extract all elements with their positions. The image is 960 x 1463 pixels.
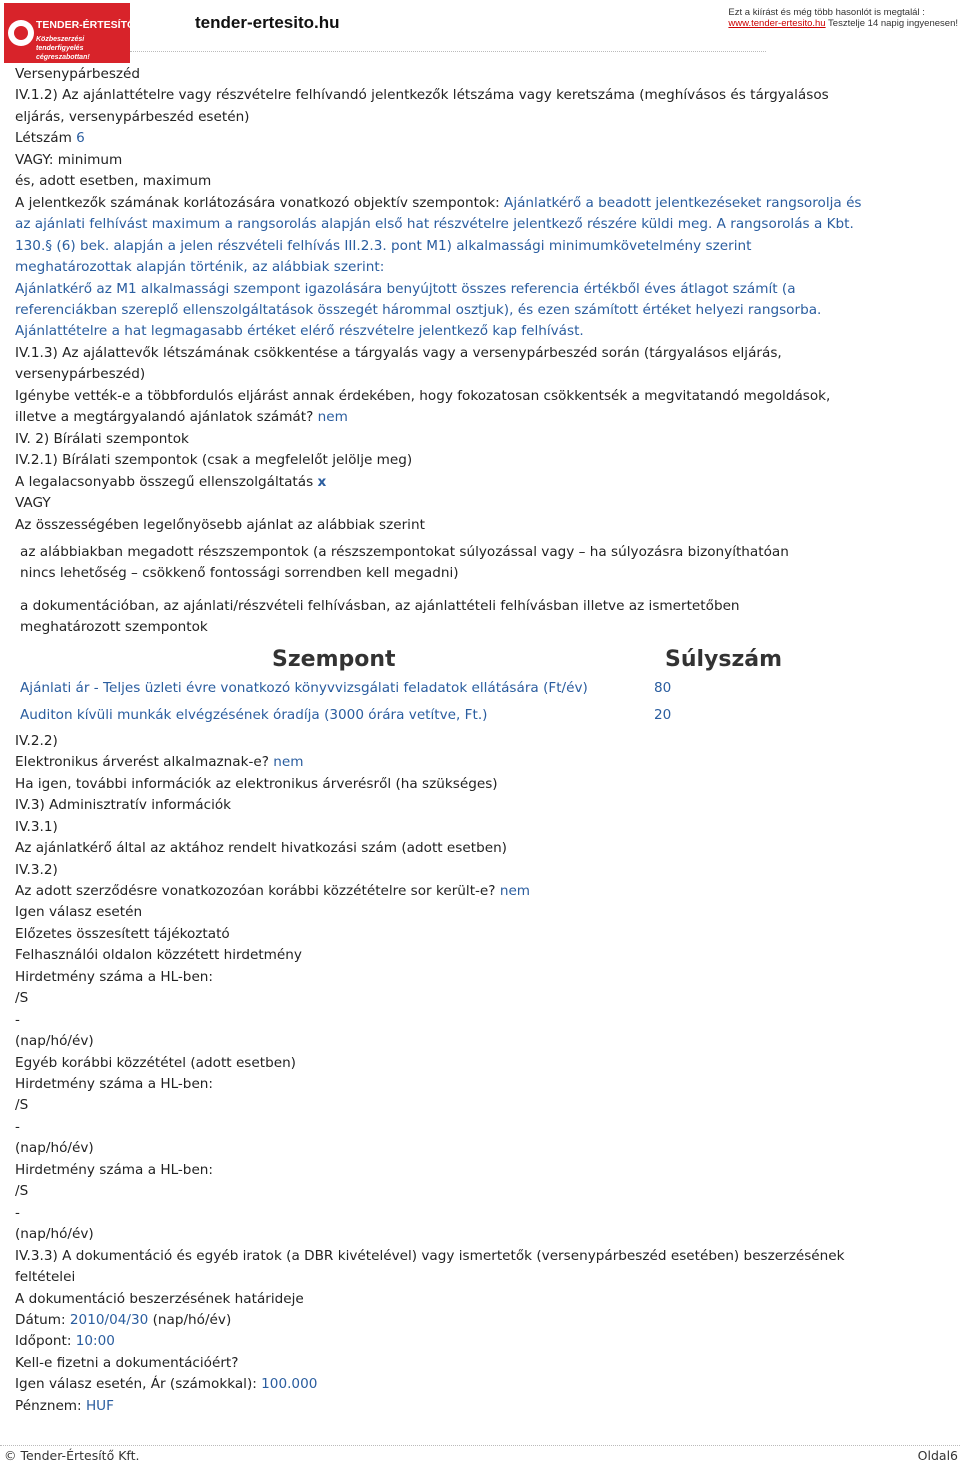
notice-line xyxy=(15,1053,815,1074)
notice-line xyxy=(15,321,815,342)
notice-line xyxy=(15,1095,815,1116)
line-value: Ajánlattételre a hat legmagasabb értéket elérő részvételre jelentkező kap felhívást. xyxy=(15,323,584,340)
notice-line xyxy=(15,795,815,816)
line-text: Pénznem: xyxy=(15,1397,86,1414)
line-text-suffix: (nap/hó/év) xyxy=(148,1312,232,1329)
line-text: Igen válasz esetén, Ár (számokkal): xyxy=(15,1376,262,1393)
line-value: 100.000 xyxy=(261,1376,318,1393)
line-value: referenciákban szereplő ellenszolgáltatások összegét hárommal osztjuk), és ezen számított értéket helyezi rangsorba. xyxy=(15,301,822,318)
notice-line xyxy=(15,1246,845,1267)
promo-text xyxy=(728,7,958,29)
notice-line xyxy=(15,967,815,988)
line-text: versenypárbeszéd) xyxy=(15,366,146,383)
criteria-weight: 20 xyxy=(654,706,672,723)
notice-line xyxy=(15,171,815,192)
notice-line xyxy=(15,450,815,471)
notice-line xyxy=(15,1074,815,1095)
notice-line xyxy=(15,128,815,149)
line-text: Felhasználói oldalon közzétett hirdetmény xyxy=(15,947,302,964)
line-text: Igénybe vették-e a többfordulós eljárást annak érdekében, hogy fokozatosan csökkentsék a megvitatandó megoldások, xyxy=(15,387,831,404)
line-text: Előzetes összesített tájékoztató xyxy=(15,925,230,942)
line-value: nem xyxy=(317,409,348,426)
logo-tagline: Közbeszerzési tenderfigyelés cégreszabottan! xyxy=(36,36,90,61)
line-text: Az összességében legelőnyösebb ajánlat az alábbiak szerint xyxy=(15,516,425,533)
footer-page-number: Oldal6 xyxy=(917,1448,958,1463)
notice-line xyxy=(15,817,815,838)
footer-copyright: © Tender-Értesítő Kft. xyxy=(4,1448,140,1463)
notice-line xyxy=(15,752,815,773)
notice-body xyxy=(15,64,862,1417)
header-divider xyxy=(130,51,766,52)
line-value: Ajánlatkérő a beadott jelentkezéseket rangsorolja és xyxy=(504,194,862,211)
line-value: meghatározottak alapján történik, az alábbiak szerint: xyxy=(15,259,385,276)
notice-line xyxy=(15,407,815,428)
notice-lines-section-1 xyxy=(15,64,862,536)
line-value: 6 xyxy=(76,130,85,147)
brand-logo[interactable] xyxy=(4,3,151,63)
notice-line xyxy=(15,1310,815,1331)
notice-line xyxy=(15,279,815,300)
line-value: az ajánlati felhívást maximum a rangsorolás alapján első hat részvételre jelentkező részére küldi meg. A rangsorolás a Kbt. xyxy=(15,216,854,233)
notice-line xyxy=(15,214,854,235)
line-text: VAGY: minimum xyxy=(15,151,123,168)
line-value: 130.§ (6) bek. alapján a jelen részvételi felhívás III.2.3. pont M1) alkalmassági minimumkövetelmény szerint xyxy=(15,237,752,254)
notice-line xyxy=(15,1010,815,1031)
promo-link[interactable]: www.tender-ertesito.hu xyxy=(728,18,826,29)
notice-line xyxy=(15,1374,815,1395)
notice-line xyxy=(15,343,815,364)
line-text: Elektronikus árverést alkalmaznak-e? xyxy=(15,754,274,771)
notice-line xyxy=(15,1331,815,1352)
line-text: IV.2.1) Bírálati szempontok (csak a megfelelőt jelölje meg) xyxy=(15,452,413,469)
notice-line xyxy=(15,924,815,945)
line-text: /S xyxy=(15,1097,29,1114)
criteria-name: Auditon kívüli munkák elvégzésének óradíja (3000 órára vetítve, Ft.) xyxy=(20,706,488,723)
promo-cta: Tesztelje 14 napig ingyenesen! xyxy=(825,18,958,29)
notice-line xyxy=(15,1031,815,1052)
line-text: Ha igen, további információk az elektronikus árverésről (ha szükséges) xyxy=(15,775,498,792)
notice-line xyxy=(15,1289,815,1310)
criteria-header-weight: Súlyszám xyxy=(665,646,783,672)
line-text: - xyxy=(15,1011,20,1028)
line-text: A legalacsonyabb összegű ellenszolgáltatás xyxy=(15,473,318,490)
criteria-weight: 80 xyxy=(654,679,672,696)
line-text: IV.2.2) xyxy=(15,732,58,749)
notice-line xyxy=(15,364,815,385)
line-text: IV.3.3) A dokumentáció és egyéb iratok (a DBR kivételével) vagy ismertetők (versenypárbeszéd esetében) beszerzésének xyxy=(15,1247,845,1264)
line-text: IV.1.2) Az ajánlattételre vagy részvételre felhívandó jelentkezők létszáma vagy keretszáma (meghívásos és tárgyalásos xyxy=(15,87,829,104)
notice-line xyxy=(15,1353,815,1374)
notice-line xyxy=(15,1224,815,1245)
line-text: Hirdetmény száma a HL-ben: xyxy=(15,1076,213,1093)
line-text: Létszám xyxy=(15,130,77,147)
line-text: feltételei xyxy=(15,1269,76,1286)
line-value: nem xyxy=(499,882,531,899)
line-text: (nap/hó/év) xyxy=(15,1140,94,1157)
notice-line xyxy=(15,85,829,106)
line-text: VAGY xyxy=(15,495,51,512)
criteria-table xyxy=(15,641,815,731)
line-value: 2010/04/30 xyxy=(69,1312,149,1329)
notice-line xyxy=(15,731,815,752)
notice-line xyxy=(15,1181,815,1202)
notice-line xyxy=(15,1160,815,1181)
line-text: IV.3.1) xyxy=(15,818,58,835)
line-text: Az ajánlatkérő által az aktához rendelt hivatkozási szám (adott esetben) xyxy=(15,840,507,857)
notice-line xyxy=(15,1138,815,1159)
line-text: /S xyxy=(15,990,29,1007)
notice-line xyxy=(15,107,815,128)
footer-divider xyxy=(0,1445,960,1446)
notice-line xyxy=(15,1203,815,1224)
line-text: illetve a megtárgyalandó ajánlatok számát? xyxy=(15,409,318,426)
notice-line xyxy=(15,1267,815,1288)
notice-line xyxy=(15,515,815,536)
line-text: Dátum: xyxy=(15,1312,70,1329)
line-text: IV.3) Adminisztratív információk xyxy=(15,797,232,814)
notice-line xyxy=(15,150,815,171)
notice-lines-section-2 xyxy=(15,731,845,1418)
notice-line xyxy=(15,236,815,257)
line-text: IV. 2) Bírálati szempontok xyxy=(15,430,189,447)
line-text: - xyxy=(15,1118,20,1135)
target-icon xyxy=(8,20,34,46)
notice-line xyxy=(15,881,815,902)
notice-line xyxy=(15,386,831,407)
notice-line xyxy=(15,945,815,966)
line-value: nem xyxy=(273,754,304,771)
notice-line xyxy=(15,64,815,85)
line-text: (nap/hó/év) xyxy=(15,1033,94,1050)
line-text: és, adott esetben, maximum xyxy=(15,173,212,190)
line-text: IV.3.2) xyxy=(15,861,58,878)
line-text: /S xyxy=(15,1183,29,1200)
selected-mark: x xyxy=(317,473,327,490)
line-text: A dokumentáció beszerzésének határideje xyxy=(15,1290,304,1307)
page-header xyxy=(0,0,960,64)
line-text: Igen válasz esetén xyxy=(15,904,143,921)
notice-line xyxy=(15,988,815,1009)
site-title: tender-ertesito.hu xyxy=(195,13,340,32)
line-text: Egyéb korábbi közzététel (adott esetben) xyxy=(15,1054,296,1071)
line-text: Időpont: xyxy=(15,1333,76,1350)
line-text: (nap/hó/év) xyxy=(15,1226,94,1243)
line-value: Ajánlatkérő az M1 alkalmassági szempont igazolására benyújtott összes referencia értékből éves átlagot számít (a xyxy=(15,280,796,297)
promo-line-1: Ezt a kiírást és még több hasonlót is megtalál : xyxy=(728,7,925,18)
subcriteria-paragraph: az alábbiakban megadott részszempontok (a részszempontokat súlyozással vagy – ha súlyozásra bizonyíthatóan nincs lehetőség – csökkenő fontossági sorrendben kell megadni) xyxy=(20,543,789,582)
line-text: - xyxy=(15,1204,20,1221)
notice-line xyxy=(15,300,822,321)
logo-name: TENDER-ÉRTESÍTŐ.hu xyxy=(36,19,151,31)
notice-line xyxy=(15,1396,815,1417)
notice-line xyxy=(15,902,815,923)
notice-line xyxy=(15,860,815,881)
notice-line xyxy=(15,193,862,214)
notice-line xyxy=(15,472,815,493)
criteria-name: Ajánlati ár - Teljes üzleti évre vonatkozó könyvvizsgálati feladatok ellátására (Ft/év) xyxy=(20,679,588,696)
line-text: Hirdetmény száma a HL-ben: xyxy=(15,968,213,985)
criteria-header-name: Szempont xyxy=(272,646,396,672)
line-text: Hirdetmény száma a HL-ben: xyxy=(15,1161,213,1178)
notice-line xyxy=(15,774,815,795)
promo-line-2 xyxy=(728,18,958,29)
line-text: Versenypárbeszéd xyxy=(15,66,141,82)
notice-line xyxy=(15,838,815,859)
documentation-paragraph: a dokumentációban, az ajánlati/részvételi felhívásban, az ajánlattételi felhívásban illetve az ismertetőben meghatározott szempontok xyxy=(20,597,740,636)
line-value: 10:00 xyxy=(75,1333,115,1350)
notice-line xyxy=(15,1117,815,1138)
line-text: eljárás, versenypárbeszéd esetén) xyxy=(15,108,250,125)
line-value: HUF xyxy=(85,1397,114,1414)
notice-line xyxy=(15,257,815,278)
notice-line xyxy=(15,493,815,514)
line-text: Kell-e fizetni a dokumentációért? xyxy=(15,1354,239,1371)
notice-line xyxy=(15,429,815,450)
line-text: Az adott szerződésre vonatkozozóan korábbi közzétételre sor került-e? xyxy=(15,882,500,899)
line-text: IV.1.3) Az ajálattevők létszámának csökkentése a tárgyalás vagy a versenypárbeszéd során (tárgyalásos eljárás, xyxy=(15,344,782,361)
line-text: A jelentkezők számának korlátozására vonatkozó objektív szempontok: xyxy=(15,194,505,211)
